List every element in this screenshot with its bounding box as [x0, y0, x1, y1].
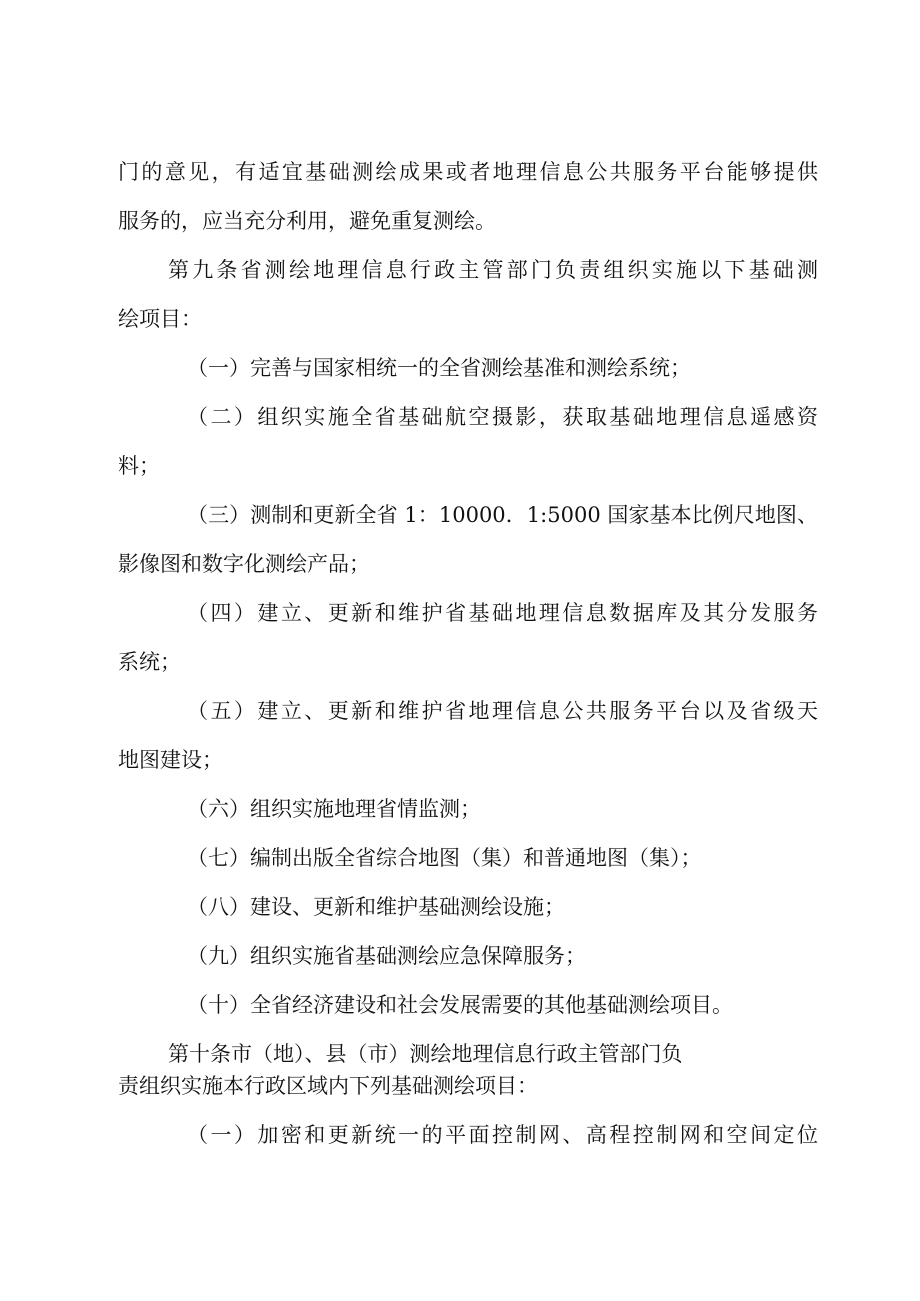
text-line: 绘项目：: [118, 307, 202, 331]
list-item: （三）测制和更新全省 1：10000．1:5000 国家基本比例尺地图、: [187, 503, 818, 527]
text-line: 地图建设；: [118, 748, 223, 772]
text-line: 系统；: [118, 650, 181, 674]
article-9-heading: 第九条省测绘地理信息行政主管部门负责组织实施以下基础测: [168, 258, 818, 282]
list-item: （七）编制出版全省综合地图（集）和普通地图（集）；: [187, 846, 702, 870]
article-10-heading: 第十条市（地）、县（市）测绘地理信息行政主管部门负: [168, 1042, 683, 1066]
text-line: 门的意见，有适宜基础测绘成果或者地理信息公共服务平台能够提供: [118, 160, 818, 184]
text-line: 料；: [118, 454, 160, 478]
text-line: 服务的，应当充分利用，避免重复测绘。: [118, 209, 496, 233]
list-item: （九）组织实施省基础测绘应急保障服务；: [187, 944, 586, 968]
text-line: 影像图和数字化测绘产品；: [118, 552, 370, 576]
list-item: （二）组织实施全省基础航空摄影，获取基础地理信息遥感资: [187, 405, 818, 429]
list-item: （一）加密和更新统一的平面控制网、高程控制网和空间定位: [187, 1123, 818, 1147]
list-item: （一）完善与国家相统一的全省测绘基准和测绘系统；: [187, 356, 691, 380]
list-item: （五）建立、更新和维护省地理信息公共服务平台以及省级天: [187, 699, 818, 723]
list-item: （八）建设、更新和维护基础测绘设施；: [187, 895, 565, 919]
list-item: （十）全省经济建设和社会发展需要的其他基础测绘项目。: [187, 993, 733, 1017]
list-item: （四）建立、更新和维护省基础地理信息数据库及其分发服务: [187, 601, 818, 625]
list-item: （六）组织实施地理省情监测；: [187, 797, 481, 821]
text-line: 责组织实施本行政区域内下列基础测绘项目：: [118, 1074, 538, 1098]
